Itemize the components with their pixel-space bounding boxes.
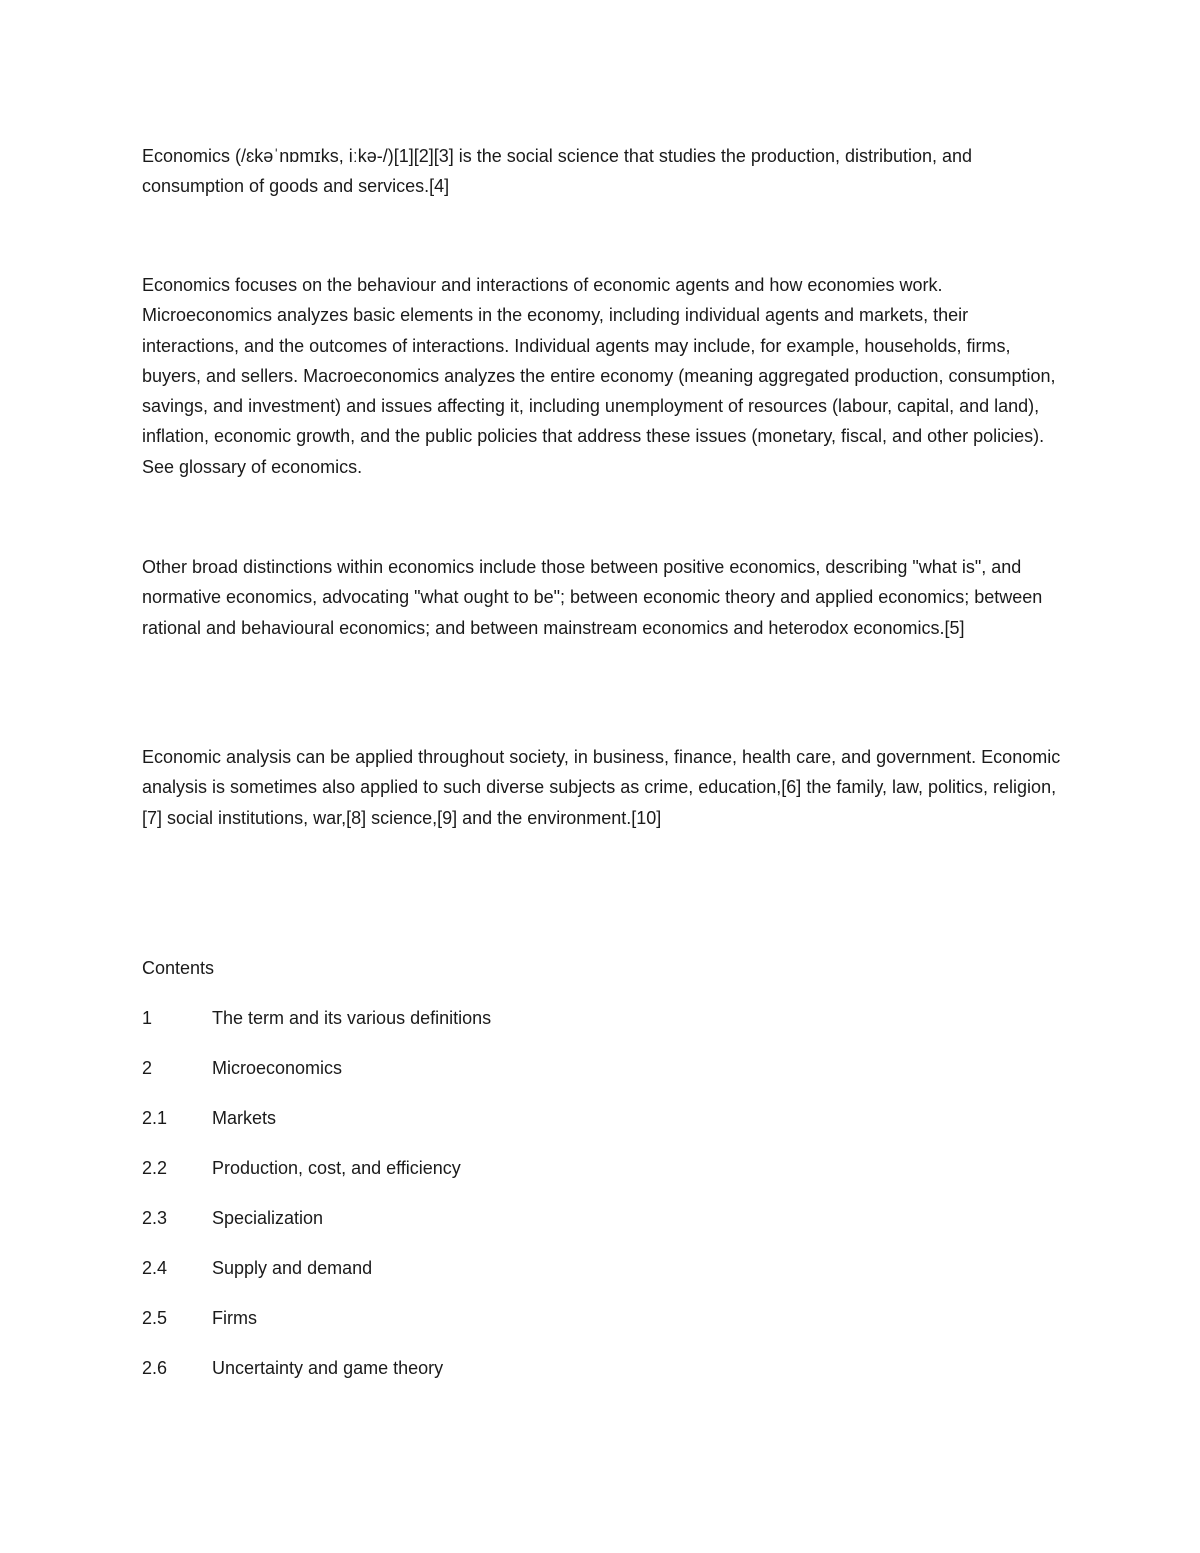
- contents-item-number: 2: [142, 1058, 153, 1078]
- contents-item-number: 2.4: [142, 1258, 168, 1278]
- contents-item: [142, 1303, 842, 1353]
- contents-item-number: 2.3: [142, 1208, 168, 1228]
- contents-item-label: Firms: [212, 1308, 257, 1328]
- contents-item: [142, 1003, 842, 1053]
- intro-paragraph: Economics (/ɛkəˈnɒmɪks, iːkə-/)[1][2][3] is the social science that studies the production, distribution, and consumption of goods and services.[4]: [142, 146, 973, 197]
- contents-item-label: The term and its various definitions: [212, 1008, 492, 1028]
- contents-item-number: 2.1: [142, 1108, 168, 1128]
- contents-heading: Contents: [142, 958, 215, 978]
- contents-item: [142, 1053, 842, 1103]
- distinctions-paragraph: Other broad distinctions within economics include those between positive economics, describing "what is", and normative economics, advocating "what ought to be"; between economic theory and applied economics; between rational and behavioural economics; and between mainstream economics and heterodox economics.[5]: [142, 557, 1043, 638]
- contents-item-number: 1: [142, 1008, 153, 1028]
- contents-item-label: Production, cost, and efficiency: [212, 1158, 461, 1178]
- contents-item-label: Uncertainty and game theory: [212, 1358, 444, 1378]
- contents-item: [142, 1203, 842, 1253]
- contents-item-number: 2.5: [142, 1308, 168, 1328]
- contents-item-number: 2.2: [142, 1158, 168, 1178]
- analysis-paragraph: Economic analysis can be applied throughout society, in business, finance, health care, and government. Economic analysis is sometimes also applied to such diverse subjects as crime, education,[6] the family, law, politics, religion,[7] social institutions, war,[8] science,[9] and the environment.[10]: [142, 747, 1061, 828]
- contents-item: [142, 1253, 842, 1303]
- contents-item: [142, 1353, 842, 1403]
- contents-list: [142, 1003, 842, 1403]
- contents-item: [142, 1103, 842, 1153]
- focus-paragraph: Economics focuses on the behaviour and interactions of economic agents and how economies work. Microeconomics analyzes basic elements in the economy, including individual agents and markets, their interactions, and the outcomes of interactions. Individual agents may include, for example, households, firms, buyers, and sellers. Macroeconomics analyzes the entire economy (meaning aggregated production, consumption, savings, and investment) and issues affecting it, including unemployment of resources (labour, capital, and land), inflation, economic growth, and the public policies that address these issues (monetary, fiscal, and other policies). See glossary of economics.: [142, 275, 1056, 477]
- contents-item: [142, 1153, 842, 1203]
- contents-item-label: Supply and demand: [212, 1258, 373, 1278]
- contents-item-number: 2.6: [142, 1358, 168, 1378]
- contents-item-label: Microeconomics: [212, 1058, 343, 1078]
- contents-item-label: Specialization: [212, 1208, 324, 1228]
- contents-item-label: Markets: [212, 1108, 277, 1128]
